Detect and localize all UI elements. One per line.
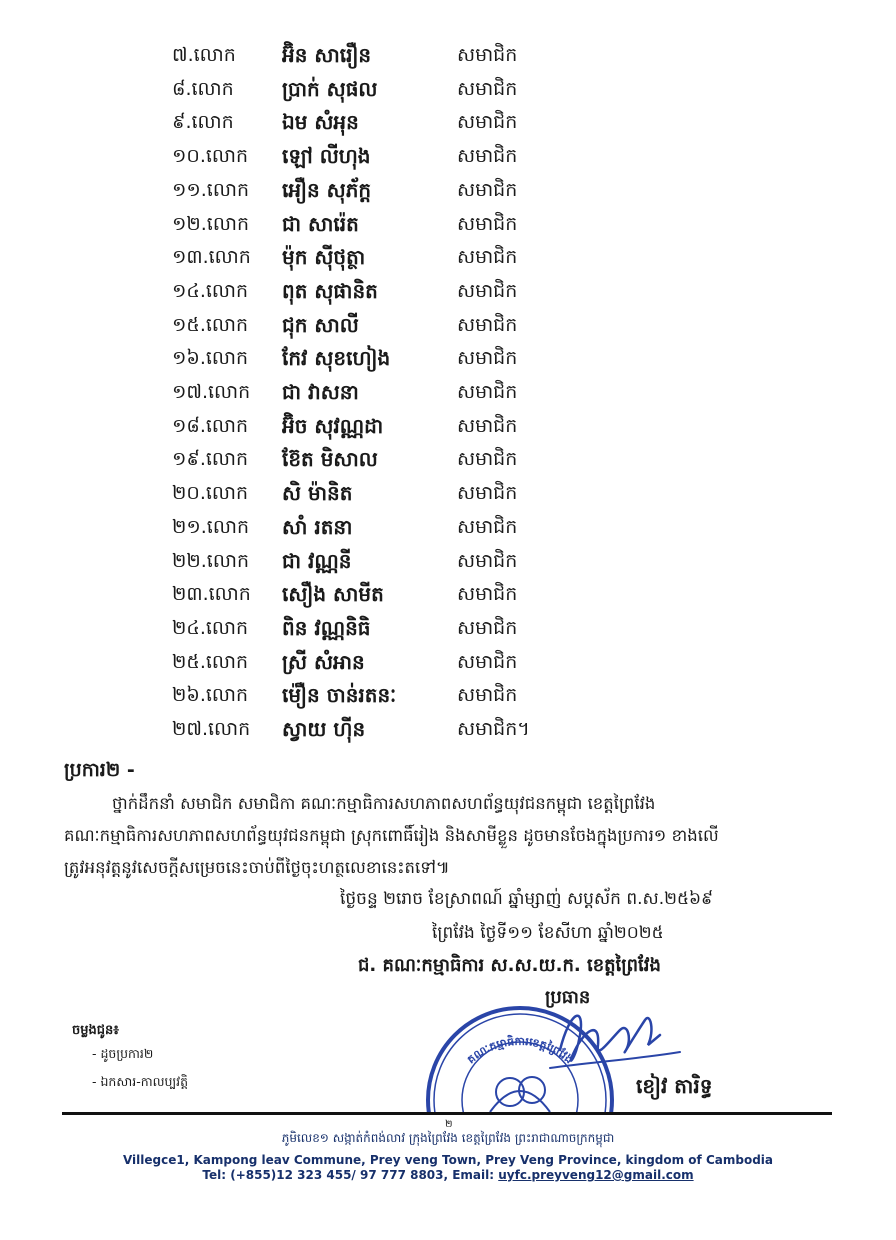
member-row [0, 409, 896, 443]
member-name: ជា វាសនា [282, 380, 359, 404]
member-role: សមាជិក [457, 549, 518, 572]
member-name: សិ ម៉ានិត [282, 481, 353, 506]
member-number: ១៥.លោក [172, 313, 249, 336]
member-role: សមាជិក [457, 616, 518, 639]
member-row [0, 240, 896, 274]
member-row [0, 341, 896, 375]
member-role: សមាជិក [457, 313, 518, 336]
footer-contact [0, 1168, 896, 1182]
member-number: ៩.លោក [172, 111, 234, 134]
member-number: ១៦.លោក [172, 347, 249, 370]
member-name: សឿង សាមីត [282, 582, 384, 607]
member-number: ១៤.លោក [172, 279, 249, 302]
member-row [0, 544, 896, 578]
signer-name: ខៀវ តារិទ្ធ [636, 1074, 713, 1098]
member-row [0, 476, 896, 510]
member-name: ខ៊ែត មិសាល [282, 447, 378, 472]
footer-email-link[interactable]: uyfc.preyveng12@gmail.com [498, 1168, 694, 1182]
member-name: ម៉ុក ស៊ីថុត្ថា [282, 245, 366, 270]
member-number: ១៨.លោក [172, 414, 249, 437]
member-row [0, 577, 896, 611]
member-role: សមាជិក [457, 482, 518, 505]
member-role: សមាជិក [457, 44, 518, 66]
footer-address-english: Villegce1, Kampong leav Commune, Prey veng Town, Prey Veng Province, kingdom of Cambodia [122, 1153, 773, 1167]
member-row [0, 72, 896, 106]
member-row [0, 38, 896, 72]
member-number: ២៣.លោក [172, 583, 251, 606]
member-role: សមាជិក [457, 684, 518, 707]
member-name: អឿន សុភ័ក្ត [282, 177, 372, 202]
member-number: ២៤.លោក [172, 616, 249, 639]
member-role: សមាជិក [457, 381, 518, 403]
member-role: សមាជិក [457, 347, 518, 370]
member-name: ជា វណ្ណនី [282, 548, 352, 573]
article-2-line-3: ត្រូវអនុវត្តនូវសេចក្តីសម្រេចនេះចាប់ពីថ្ងៃចុះហត្ថលេខានេះតទៅ៕ [64, 858, 450, 877]
organization-signature-line: ជ. គណៈកម្មាធិការ ស.ស.យ.ក. ខេត្តព្រៃវែង [358, 955, 661, 976]
member-name: ជា សារ៉េត [282, 211, 359, 236]
copy-to-item: - ឯកសារ-កាលប្បវត្តិ [92, 1074, 189, 1089]
member-row [0, 678, 896, 712]
member-role: សមាជិក [457, 212, 518, 235]
member-row [0, 274, 896, 308]
copy-to-title: ចម្លងជូន៖ [72, 1023, 119, 1038]
member-number: ២៥.លោក [172, 650, 249, 673]
article-2-title: ប្រការ២ - [64, 759, 135, 781]
member-role: សមាជិក [457, 246, 518, 269]
member-role: សមាជិក [457, 178, 518, 201]
member-row [0, 510, 896, 544]
member-name: ស្រី សំអាន [282, 649, 365, 674]
member-number: ២៧.លោក [172, 718, 251, 740]
member-number: ២១.លោក [172, 515, 250, 538]
member-name: ពិន វណ្ណនិធិ [282, 615, 371, 640]
member-number: ១២.លោក [172, 212, 250, 235]
member-row [0, 105, 896, 139]
member-role: សមាជិក [457, 515, 518, 538]
member-number: ២០.លោក [172, 482, 249, 505]
member-row [0, 645, 896, 679]
member-number: ១៩.លោក [172, 448, 249, 471]
page-number: ២ [445, 1119, 453, 1130]
member-row [0, 611, 896, 645]
member-role: សមាជិក [457, 448, 518, 471]
member-name: អ៊ិន សារឿន [282, 43, 372, 67]
member-name: ពុត សុផានិត [282, 278, 378, 303]
member-row [0, 207, 896, 241]
member-name: ឡៅ លីហុង [282, 144, 371, 169]
member-role: សមាជិក [457, 650, 518, 673]
footer-tel: Tel: (+855)12 323 455/ 97 777 8803, Email: [202, 1168, 499, 1182]
member-number: ១៧.លោក [172, 381, 251, 403]
copy-to-item: - ដូចប្រការ២ [92, 1046, 154, 1061]
member-number: ២៦.លោក [172, 684, 249, 707]
member-role: សមាជិក [457, 414, 518, 437]
member-name: ប្រាក់ សុផល [282, 76, 378, 101]
member-row [0, 308, 896, 342]
member-role: សមាជិក [457, 583, 518, 606]
member-name: ម៉ឿន ចាន់រតនៈ [282, 683, 397, 708]
member-name: ស្វាយ ហ៊ីន [282, 717, 366, 741]
member-name: សាំ រតនា [282, 514, 353, 539]
member-number: ១០.លោក [172, 145, 249, 168]
member-role: សមាជិក [457, 111, 518, 134]
member-role: សមាជិក [457, 279, 518, 302]
member-name: កែវ សុខហៀង [282, 346, 391, 371]
member-number: ៧.លោក [172, 44, 236, 66]
member-row [0, 712, 896, 746]
member-row [0, 173, 896, 207]
solar-date: ព្រៃវែង ថ្ងៃទី១១ ខែសីហា ឆ្នាំ២០២៥ [432, 923, 664, 943]
member-number: ២២.លោក [172, 549, 250, 572]
lunar-date: ថ្ងៃចន្ទ ២រោច ខែស្រាពណ៍ ឆ្នាំម្សាញ់ សប្តស័ក ព.ស.២៥៦៩ [340, 889, 714, 909]
member-row [0, 375, 896, 409]
member-row [0, 139, 896, 173]
member-role: សមាជិក [457, 77, 518, 100]
member-name: ជុក សាលី [282, 312, 359, 337]
member-number: ១១.លោក [172, 178, 250, 201]
member-number: ១៣.លោក [172, 246, 251, 269]
svg-text:គណៈកម្មាធិការខេត្តព្រៃវែង: គណៈកម្មាធិការខេត្តព្រៃវែង [464, 1034, 576, 1067]
footer-divider [62, 1112, 832, 1115]
member-name: អ៊ិច សុវណ្ណដា [282, 413, 384, 438]
chair-title: ប្រធាន [545, 987, 591, 1008]
member-role: សមាជិក។ [457, 718, 530, 740]
member-name: ឯម សំអុន [282, 110, 359, 135]
member-number: ៨.លោក [172, 77, 234, 100]
article-2-line-2: គណៈកម្មាធិការសហភាពសហព័ន្ធយុវជនកម្ពុជា ស្រុកពោធិ៍រៀង និងសាមីខ្លួន ដូចមានចែងក្នុងប្រការ១ ខាងលើ [64, 826, 719, 845]
member-role: សមាជិក [457, 145, 518, 168]
footer-address-khmer: ភូមិលេខ១ សង្កាត់កំពង់លាវ ក្រុងព្រៃវែង ខេត្តព្រៃវែង ព្រះរាជាណាចក្រកម្ពុជា [281, 1131, 615, 1145]
member-row [0, 442, 896, 476]
article-2-line-1: ថ្នាក់ដឹកនាំ សមាជិក សមាជិកា គណៈកម្មាធិការសហភាពសហព័ន្ធយុវជនកម្ពុជា ខេត្តព្រៃវែង [112, 794, 656, 813]
